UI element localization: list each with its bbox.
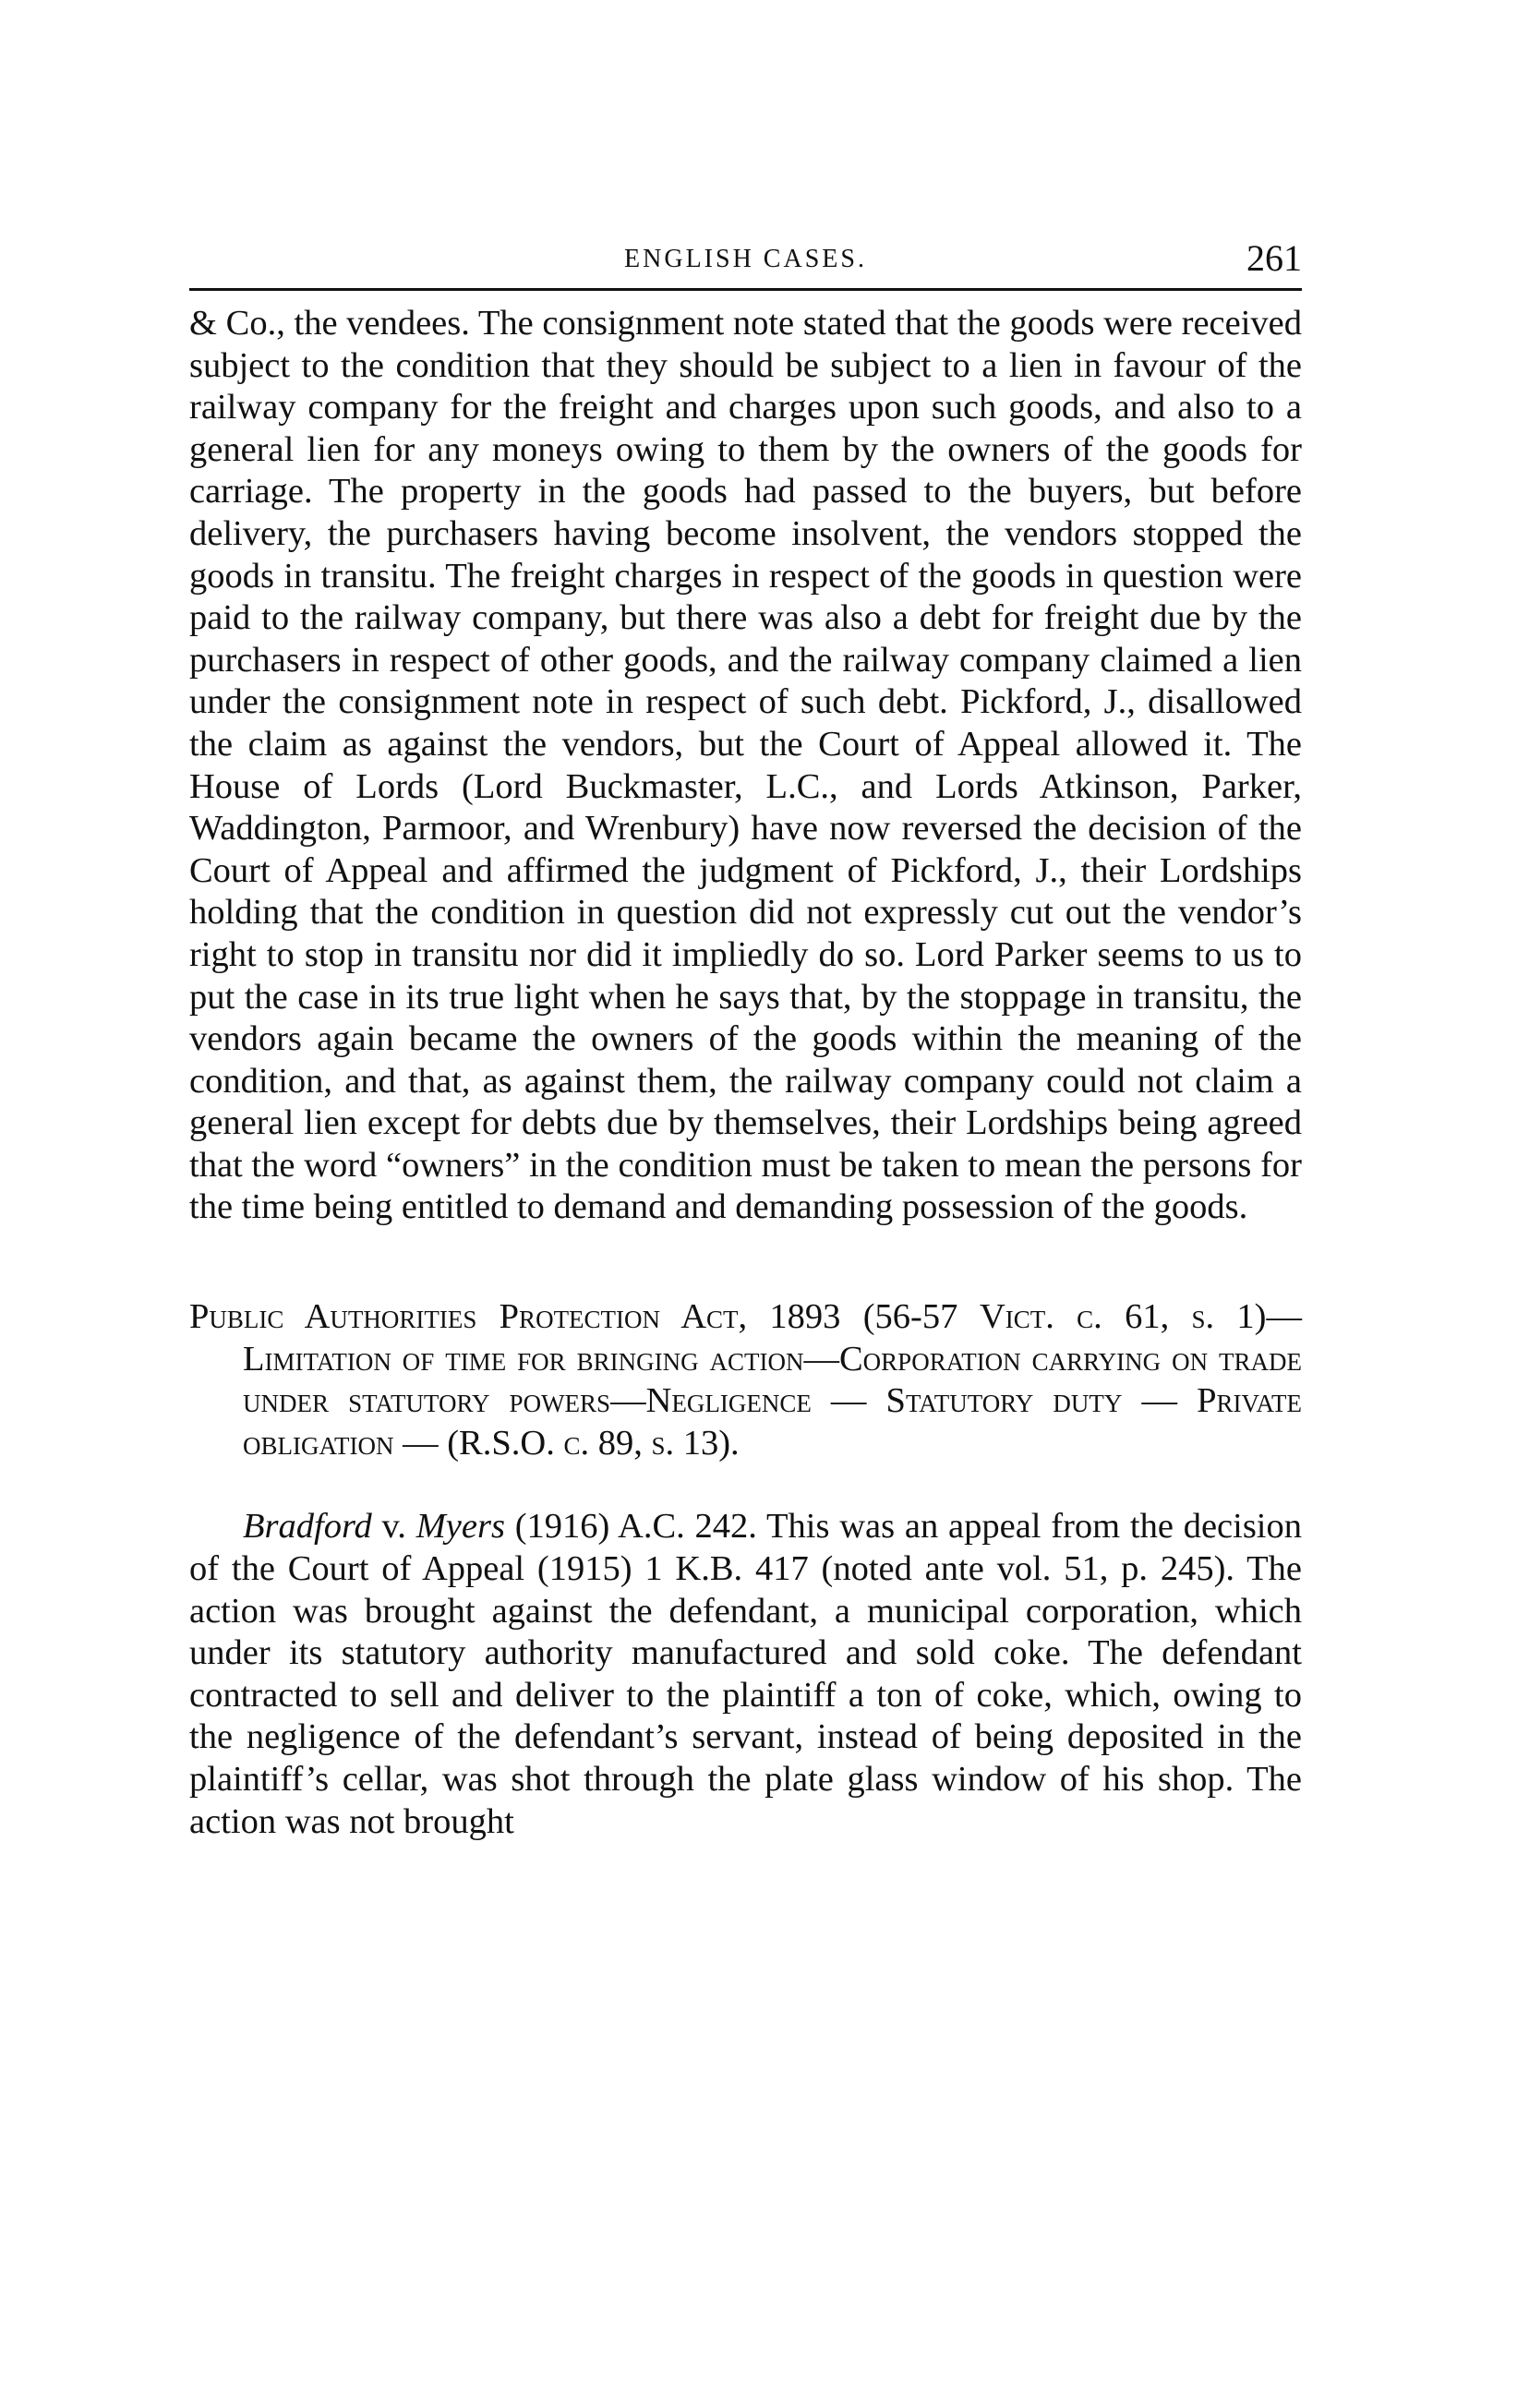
case-plaintiff: Bradford <box>243 1507 372 1547</box>
continuation-paragraph: & Co., the vendees. The consignment note stated that the goods were received subject to the condition that they should be subject to a lien in favour of the railway company for the freight and charges upon such goods, and also to a general lien for any moneys owing to them by the owners of the goods for carriage. The property in the goods had passed to the buyers, but before delivery, the purchasers having become insolvent, the vendors stopped the goods in transitu. The freight charges in respect of the goods in question were paid to the railway company, but there was also a debt for freight due by the purchasers in respect of other goods, and the railway company claimed a lien under the consignment note in respect of such debt. Pickford, J., disallowed the claim as against the vendors, but the Court of Appeal allowed it. The House of Lords (Lord Buckmaster, L.C., and Lords Atkinson, Parker, Waddington, Parmoor, and Wrenbury) have now reversed the decision of the Court of Appeal and affirmed the judgment of Pickford, J., their Lordships holding that the condition in question did not expressly cut out the vendor’s right to stop in transitu nor did it impliedly do so. Lord Parker seems to us to put the case in its true light when he says that, by the stoppage in transitu, the vendors again became the owners of the goods within the meaning of the condition, and that, as against them, the railway company could not claim a general lien except for debts due by themselves, their Lordships being agreed that the word “owners” in the condition must be taken to mean the persons for the time being entitled to demand and demanding possession of the goods. <box>189 304 1302 1227</box>
case-versus: v. <box>371 1507 416 1547</box>
running-title: ENGLISH CASES. <box>624 245 867 273</box>
page-number: 261 <box>1246 237 1302 279</box>
header-rule <box>189 288 1302 291</box>
book-page <box>189 212 1302 1843</box>
body-text <box>189 303 1302 1843</box>
spacer <box>189 1464 1302 1506</box>
case-defendant: Myers <box>415 1507 505 1547</box>
case-paragraph <box>189 1506 1302 1843</box>
case-text: (1916) A.C. 242. This was an appeal from the decision of the Court of Appeal (1915) 1 K.B. 417 (noted ante vol. 51, p. 245). The action was brought against the defendant, a municipal corporation, which under its statutory authority manufactured and sold coke. The defendant contracted to sell and deliver to the plaintiff a ton of coke, which, owing to the negligence of the defendant’s servant, instead of being deposited in the plaintiff’s cellar, was shot through the plate glass window of his shop. The action was not brought <box>189 1507 1303 1841</box>
section-heading: Public Authorities Protection Act, 1893 (56-57 Vict. c. 61, s. 1)—Limitation of time for bringing action—Corporation carrying on trade under statutory powers—Negligence — Statutory duty — Private obligation — (R.S.O. c. 89, s. 13). <box>189 1297 1302 1463</box>
running-head <box>189 212 1302 286</box>
